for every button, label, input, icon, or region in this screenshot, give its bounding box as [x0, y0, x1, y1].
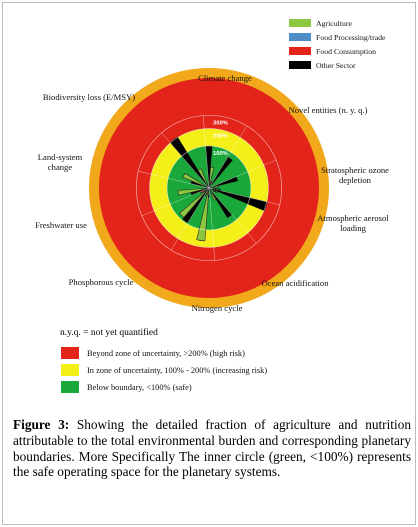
legend-swatch	[289, 47, 311, 55]
category-label: Ocean acidification	[261, 278, 329, 288]
category-label: Land-system change	[37, 152, 83, 172]
ring-label: 300%	[213, 120, 228, 127]
zone-swatch	[61, 364, 79, 376]
category-label: Freshwater use	[35, 220, 87, 230]
category-label: Atmospheric aerosol loading	[317, 213, 389, 233]
zone-swatch	[61, 381, 79, 393]
sector-legend	[289, 19, 386, 70]
legend-label: Food Consumption	[316, 47, 377, 56]
legend-label: Other Sector	[316, 61, 356, 70]
zone-legend-label: In zone of uncertainty, 100% - 200% (increasing risk)	[87, 366, 268, 375]
caption-label: Figure 3:	[13, 417, 70, 432]
category-label: Stratospheric ozone depletion	[320, 165, 390, 185]
ring-label: 100%	[213, 151, 228, 157]
category-label: Biodiversity loss (E/MSY)	[42, 92, 136, 102]
figure-caption	[13, 417, 411, 480]
legend-swatch	[289, 61, 311, 69]
ring-label: 200%	[213, 133, 228, 140]
zone-legend-label: Beyond zone of uncertainty, >200% (high risk)	[87, 349, 245, 358]
zone-legend	[61, 347, 267, 393]
nyq-note: n.y.q. = not yet quantified	[60, 328, 158, 338]
category-label: Phosphorous cycle	[68, 277, 134, 287]
planetary-boundaries-chart	[3, 3, 415, 413]
legend-swatch	[289, 33, 311, 41]
zone-legend-label: Below boundary, <100% (safe)	[87, 383, 192, 392]
ring-label: 0%	[213, 188, 222, 194]
caption-text: Showing the detailed fraction of agriculture and nutrition attributable to the total environmental burden and corresponding planetary boundaries. More Specifically The inner circle (green, <100%) represents the safe operating space for the planetary systems.	[13, 417, 411, 480]
figure-frame	[2, 2, 416, 525]
category-label: Climate change	[198, 73, 252, 83]
legend-swatch	[289, 19, 311, 27]
legend-label: Agriculture	[316, 19, 352, 28]
zone-swatch	[61, 347, 79, 359]
category-label: Novel entities (n. y. q.)	[288, 105, 368, 115]
legend-label: Food Processing/trade	[316, 33, 386, 42]
category-label: Nitrogen cycle	[191, 303, 243, 313]
